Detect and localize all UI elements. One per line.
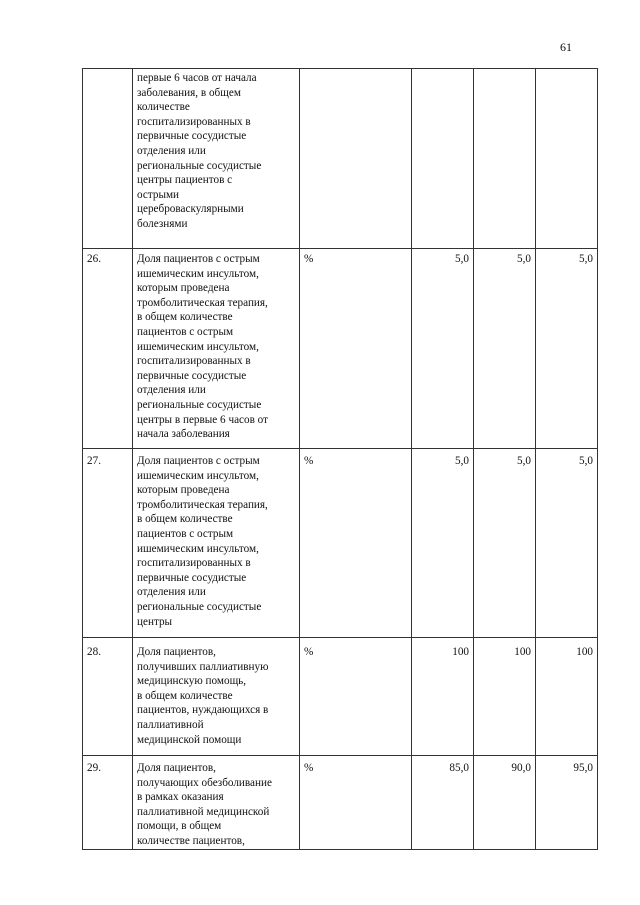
row-number-cell: 28. (83, 638, 133, 756)
value-cell-1: 100 (412, 638, 474, 756)
unit-cell: % (300, 249, 412, 449)
value-cell-2: 5,0 (474, 449, 536, 638)
unit-cell (300, 69, 412, 249)
indicator-name-cell: Доля пациентов, получивших паллиативную медицинскую помощь, в общем количестве пациентов, нуждающихся в паллиативной медицинской помощи (133, 638, 300, 756)
row-number-cell: 29. (83, 756, 133, 850)
value-cell-3: 95,0 (536, 756, 598, 850)
unit-cell: % (300, 756, 412, 850)
row-number-cell: 27. (83, 449, 133, 638)
row-number-cell: 26. (83, 249, 133, 449)
table-row (83, 756, 598, 850)
value-cell-1: 5,0 (412, 449, 474, 638)
indicators-table (82, 68, 598, 850)
value-cell-3 (536, 69, 598, 249)
value-cell-1: 5,0 (412, 249, 474, 449)
table-row (83, 69, 598, 249)
value-cell-2 (474, 69, 536, 249)
value-cell-1 (412, 69, 474, 249)
indicator-name-cell: Доля пациентов, получающих обезболивание в рамках оказания паллиативной медицинской помощи, в общем количестве пациентов, (133, 756, 300, 850)
table-row (83, 249, 598, 449)
value-cell-3: 100 (536, 638, 598, 756)
indicator-name-cell: первые 6 часов от начала заболевания, в общем количестве госпитализированных в первичные сосудистые отделения или региональные сосудистые центры пациентов с острыми цереброваскулярными болезнями (133, 69, 300, 249)
value-cell-1: 85,0 (412, 756, 474, 850)
unit-cell: % (300, 449, 412, 638)
value-cell-3: 5,0 (536, 449, 598, 638)
unit-cell: % (300, 638, 412, 756)
value-cell-3: 5,0 (536, 249, 598, 449)
value-cell-2: 100 (474, 638, 536, 756)
table-row (83, 449, 598, 638)
indicator-name-cell: Доля пациентов с острым ишемическим инсультом, которым проведена тромболитическая терапия, в общем количестве пациентов с острым ишемическим инсультом, госпитализированных в первичные сосудистые отделения или региональные сосудистые центры в первые 6 часов от начала заболевания (133, 249, 300, 449)
page-number: 61 (560, 40, 572, 54)
value-cell-2: 90,0 (474, 756, 536, 850)
indicator-name-cell: Доля пациентов с острым ишемическим инсультом, которым проведена тромболитическая терапия, в общем количестве пациентов с острым ишемическим инсультом, госпитализированных в первичные сосудистые отделения или региональные сосудистые центры (133, 449, 300, 638)
row-number-cell (83, 69, 133, 249)
table-row (83, 638, 598, 756)
value-cell-2: 5,0 (474, 249, 536, 449)
